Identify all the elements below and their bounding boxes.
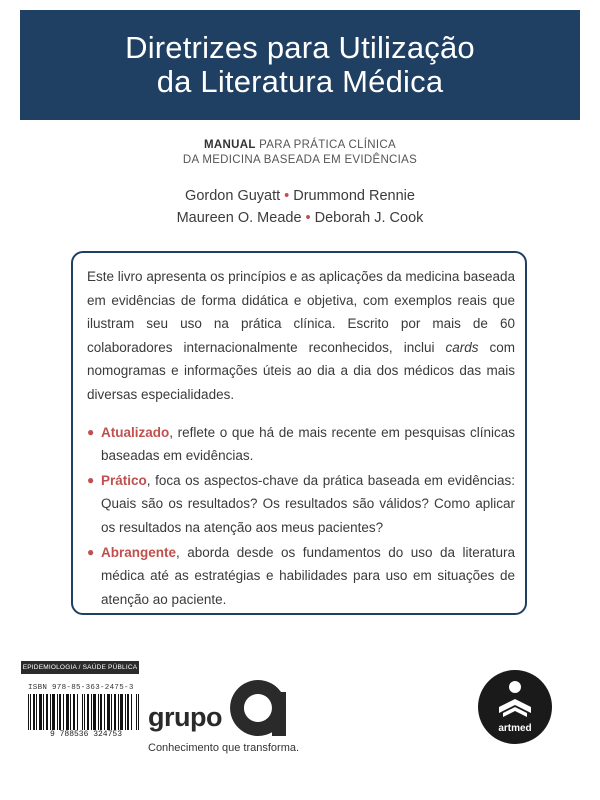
barcode-digits: 9 788536 324753 [26,730,146,739]
feature-list [87,421,515,612]
author-name: Drummond Rennie [293,188,415,204]
subtitle-manual: MANUAL [204,139,256,151]
bullet-icon: ● [87,544,95,559]
subtitle-line-2: DA MEDICINA BASEADA EM EVIDÊNCIAS [182,154,418,166]
author-name: Gordon Guyatt [185,188,281,204]
feature-item [87,421,515,468]
authors-row-2 [0,207,600,229]
publisher-tagline: Conhecimento que transforma. [148,742,300,754]
author-name: Maureen O. Meade [176,210,302,226]
cover-title-banner [20,10,580,120]
intro-text-part-1: Este livro apresenta os princípios e as aplicações da medicina baseada em evidências de forma didática e objetiva, com exemplos reais que ilustram seu uso na prática clínica. Escrito por mais de 60 colaboradores internacionalmente reconhecidos, inclui [87,269,515,355]
feature-text: , foca os aspectos-chave da prática baseada em evidências: Quais são os resultados? Os resultados são válidos? Como aplicar os resultados na atenção aos meus pacientes? [101,472,515,535]
authors [0,185,600,229]
bullet-icon: ● [87,424,95,439]
description-box [71,251,527,615]
grupo-wordmark: grupo [148,702,222,732]
title-line-1: Diretrizes para Utilização [125,30,475,65]
subtitle [0,138,600,168]
bullet-icon: ● [87,472,95,487]
authors-row-1 [0,185,600,207]
artmed-wordmark: artmed [498,723,532,734]
isbn-number: ISBN 978-85-363-2475-3 [28,684,134,692]
feature-item [87,469,515,540]
intro-italic-cards: cards [445,339,479,355]
author-separator: • [284,188,290,204]
title-line-2: da Literatura Médica [156,64,444,99]
feature-item [87,541,515,612]
feature-text: , reflete o que há de mais recente em pesquisas clínicas baseadas em evidências. [101,424,515,464]
author-name: Deborah J. Cook [314,210,424,226]
author-separator: • [305,210,311,226]
feature-text: , aborda desde os fundamentos do uso da literatura médica até as estratégias e habilidades para uso em situações de atenção ao paciente. [101,544,515,607]
feature-keyword: Atualizado [101,424,170,440]
subtitle-line-1 [0,138,600,153]
subtitle-line-1-rest: PARA PRÁTICA CLÍNICA [259,139,396,151]
intro-text-part-2: com nomogramas e informações úteis ao dia a dia dos médicos das mais diversas especialidades. [87,339,515,402]
feature-keyword: Abrangente [101,544,177,560]
feature-keyword: Prático [101,472,147,488]
intro-paragraph [87,265,515,407]
category-label: EPIDEMIOLOGIA / SAÚDE PÚBLICA [21,661,139,674]
